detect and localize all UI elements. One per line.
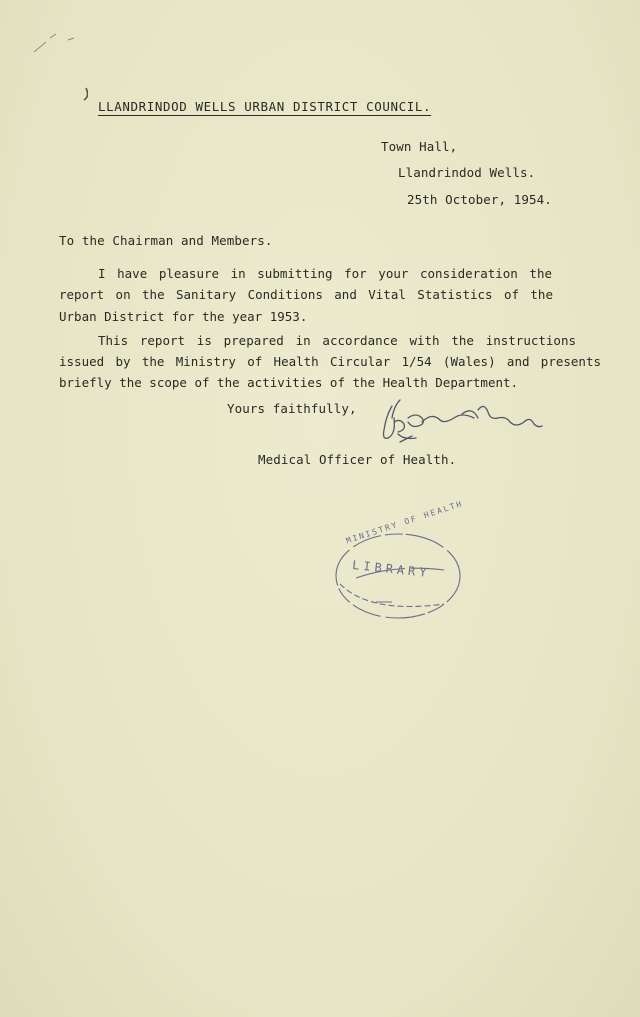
paragraph-1-line: I have pleasure in submitting for your consideration the bbox=[98, 266, 552, 281]
address-line-2: Llandrindod Wells. bbox=[398, 165, 536, 180]
paragraph-2-line: issued by the Ministry of Health Circular 1/54 (Wales) and presents bbox=[59, 354, 601, 369]
pencil-mark bbox=[28, 28, 88, 108]
stamp-outer-text: MINISTRY OF HEALTH bbox=[344, 498, 465, 546]
paragraph-1-line: report on the Sanitary Conditions and Vital Statistics of the bbox=[59, 287, 553, 302]
closing: Yours faithfully, bbox=[227, 401, 357, 416]
paragraph-1-line: Urban District for the year 1953. bbox=[59, 309, 308, 324]
signatory-title: Medical Officer of Health. bbox=[258, 452, 457, 467]
paragraph-2-line: briefly the scope of the activities of the Health Department. bbox=[59, 375, 519, 390]
salutation: To the Chairman and Members. bbox=[59, 233, 273, 248]
council-heading: LLANDRINDOD WELLS URBAN DISTRICT COUNCIL. bbox=[98, 99, 432, 114]
address-line-1: Town Hall, bbox=[381, 139, 458, 154]
letter-date: 25th October, 1954. bbox=[407, 192, 552, 207]
stamp-library-text: LIBRARY bbox=[351, 557, 432, 581]
paragraph-2-line: This report is prepared in accordance with the instructions bbox=[98, 333, 576, 348]
